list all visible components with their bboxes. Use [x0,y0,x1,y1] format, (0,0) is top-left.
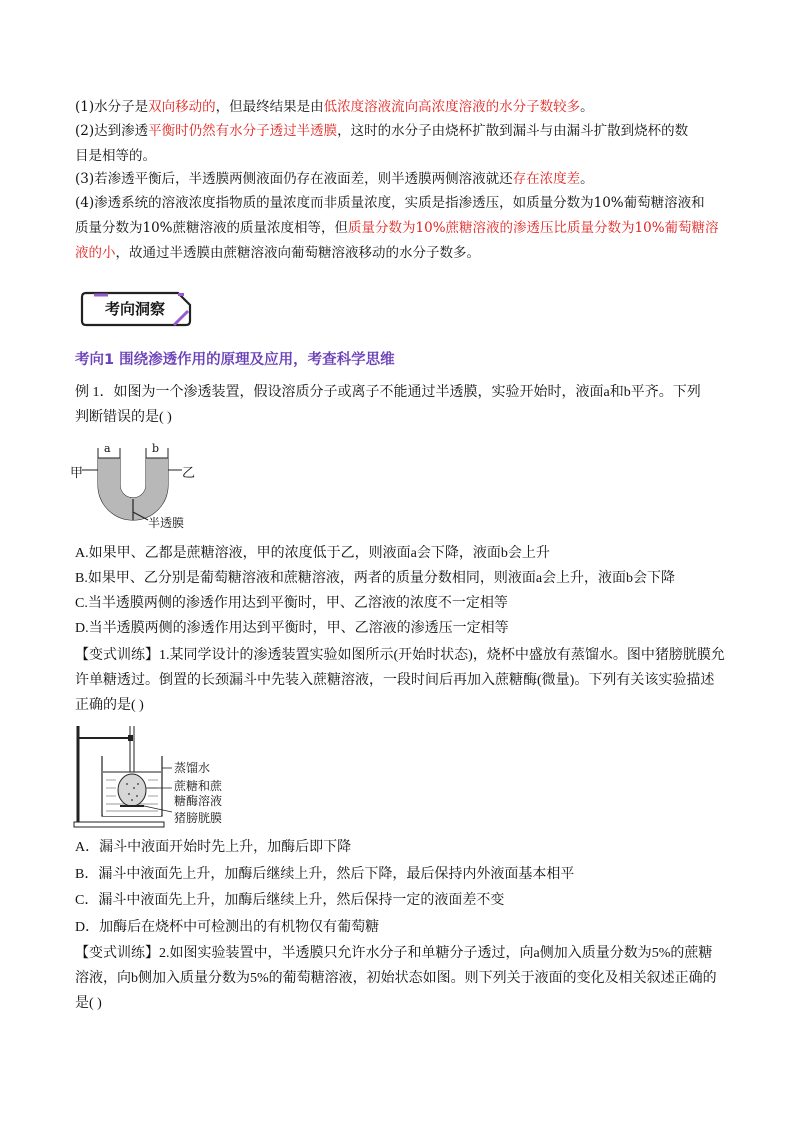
note-4-text: 质量分数为10%蔗糖溶液的质量浓度相等，但 [75,220,349,236]
note-4-text: ，故通过半透膜由蔗糖溶液向葡萄糖溶液移动的水分子数多。 [115,245,480,261]
label-membrane: 半透膜 [148,516,185,530]
option-a: A．漏斗中液面开始时先上升，加酶后即下降 [75,840,352,855]
note-4-highlight: 液的小 [75,245,116,261]
badge-label: 考向洞察 [104,300,165,318]
note-1 [75,95,735,120]
note-2-highlight: 平衡时仍然有水分子透过半透膜 [148,123,338,139]
label-b: b [152,442,160,455]
u-tube-figure [70,430,210,535]
note-1-text: ，但最终结果是由 [215,99,324,115]
u-tube-icon [70,430,210,535]
variant-1-line: 【变式训练】1.某同学设计的渗透装置实验如图所示(开始时状态)，烧杯中盛放有蒸馏水。图中猪膀胱膜允 [75,648,725,663]
variant-2-line: 溶液，向b侧加入质量分数为5%的葡萄糖溶液，初始状态如图。则下列关于液面的变化及相关叙述正确的 [75,971,717,986]
example-1-options [75,541,735,641]
variant-1-stem [75,643,735,718]
note-1-highlight: 低浓度溶液流向高浓度溶液的水分子数较多 [323,99,581,115]
osmosis-beaker-figure [72,718,262,830]
note-1-highlight: 双向移动的 [148,99,216,115]
option-a: A.如果甲、乙都是蔗糖溶液，甲的浓度低于乙，则液面a会下降，液面b会上升 [75,546,550,561]
example-1-line: 例 1．如图为一个渗透装置，假设溶质分子或离子不能通过半透膜，实验开始时，液面a和b平齐。下列 [75,385,701,400]
option-c: C．漏斗中液面先上升，加酶后继续上升，然后保持一定的液面差不变 [75,893,505,908]
note-4 [75,191,735,266]
option-b: B．漏斗中液面先上升，加酶后继续上升，然后下降，最后保持内外液面基本相平 [75,866,575,882]
note-3-highlight: 存在浓度差 [512,171,581,187]
label-a: a [104,442,111,455]
label-bladder-membrane: 猪膀胱膜 [174,811,223,825]
section-title: 考向1 围绕渗透作用的原理及应用，考查科学思维 [75,352,395,368]
note-1-text: (1)水分子是 [75,99,149,115]
note-2 [75,119,735,169]
variant-1-line: 正确的是( ) [75,698,144,713]
option-b: B.如果甲、乙分别是葡萄糖溶液和蔗糖溶液，两者的质量分数相同，则液面a会上升，液面b会下降 [75,571,676,586]
note-2-text: ，这时的水分子由烧杯扩散到漏斗与由漏斗扩散到烧杯的数 [337,123,689,139]
note-1-text: 。 [580,99,594,115]
label-sucrose-line1: 蔗糖和蔗 [174,779,223,793]
note-3 [75,167,735,192]
label-distilled-water: 蒸馏水 [174,761,211,775]
variant-2-stem [75,941,735,1016]
label-left: 甲 [70,466,84,481]
note-3-text: 。 [580,171,594,187]
beaker-apparatus-icon [72,718,262,830]
variant-2-line: 【变式训练】2.如图实验装置中，半透膜只允许水分子和单糖分子透过，向a侧加入质量分数为5%的蔗糖 [75,946,713,961]
note-4-highlight: 质量分数为10%蔗糖溶液的渗透压比质量分数为10%葡萄糖溶 [348,220,719,236]
variant-1-line: 许单糖透过。倒置的长颈漏斗中先装入蔗糖溶液，一段时间后再加入蔗糖酶(微量)。下列有关该实验描述 [75,673,715,688]
note-4-text: (4)渗透系统的溶液浓度指物质的量浓度而非质量浓度，实质是指渗透压，如质量分数为10%葡萄糖溶液和 [75,195,705,211]
note-2-text: 目是相等的。 [75,148,156,164]
option-d: D．加酶后在烧杯中可检测出的有机物仅有葡萄糖 [75,919,380,935]
note-3-text: (3)若渗透平衡后，半透膜两侧液面仍存在液面差，则半透膜两侧溶液就还 [75,171,513,187]
example-1-line: 判断错误的是( ) [75,410,172,425]
variant-1-options [75,835,735,941]
option-c: C.当半透膜两侧的渗透作用达到平衡时，甲、乙溶液的浓度不一定相等 [75,596,508,611]
label-right: 乙 [182,466,196,481]
section-badge [78,291,192,327]
variant-2-line: 是( ) [75,996,102,1011]
option-d: D.当半透膜两侧的渗透作用达到平衡时，甲、乙溶液的渗透压一定相等 [75,621,509,636]
label-sucrose-line2: 糖酶溶液 [174,794,223,808]
note-2-text: (2)达到渗透 [75,123,149,139]
example-1-stem [75,380,735,430]
